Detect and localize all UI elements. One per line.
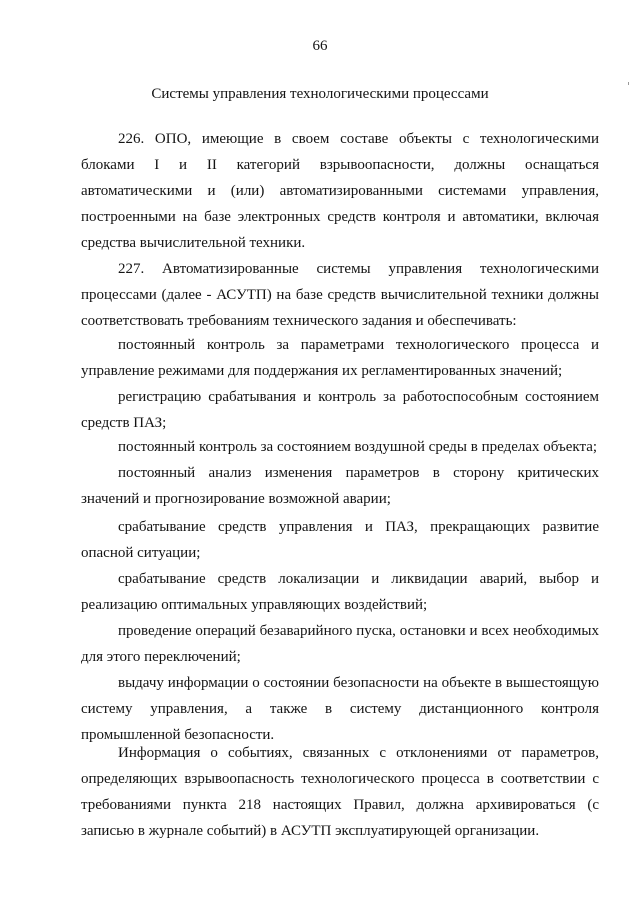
list-item-information: выдачу информации о состоянии безопасности на объекте в вышестоящую систему управления, а также в систему дистанционного контроля промышленной безопасности. <box>81 675 599 743</box>
paragraph-227: 227. Автоматизированные системы управления технологическими процессами (далее - АСУТП) на базе средств вычислительной техники должны соответствовать требованиям технического задания и обеспечивать: <box>81 261 599 329</box>
paragraph-information: Информация о событиях, связанных с отклонениями от параметров, определяющих взрывоопасность технологического процесса в соответствии с требованиями пункта 218 настоящих Правил, должна архивироваться (с записью в журнале событий) в АСУТП эксплуатирующей организации. <box>81 745 599 839</box>
list-item-registration: регистрацию срабатывания и контроль за работоспособным состоянием средств ПАЗ; <box>81 389 599 431</box>
list-item-monitoring: постоянный контроль за параметрами технологического процесса и управление режимами для поддержания их регламентированных значений; <box>81 337 599 379</box>
section-heading: Системы управления технологическими процессами <box>151 86 489 102</box>
list-item-localization: срабатывание средств локализации и ликвидации аварий, выбор и реализацию оптимальных управляющих воздействий; <box>81 571 599 613</box>
scan-mark <box>628 82 629 85</box>
list-item-air-monitoring: постоянный контроль за состоянием воздушной среды в пределах объекта; <box>118 439 598 455</box>
page-number: 66 <box>312 38 328 54</box>
paragraph-226: 226. ОПО, имеющие в своем составе объекты с технологическими блоками I и II категорий взрывоопасности, должны оснащаться автоматическими и (или) автоматизированными системами управления, построенными на базе электронных средств контроля и автоматики, включая средства вычислительной техники. <box>81 131 599 251</box>
list-item-operations: проведение операций безаварийного пуска, остановки и всех необходимых для этого переключений; <box>81 623 599 665</box>
list-item-activation: срабатывание средств управления и ПАЗ, прекращающих развитие опасной ситуации; <box>81 519 599 561</box>
list-item-analysis: постоянный анализ изменения параметров в сторону критических значений и прогнозирование возможной аварии; <box>81 465 599 507</box>
